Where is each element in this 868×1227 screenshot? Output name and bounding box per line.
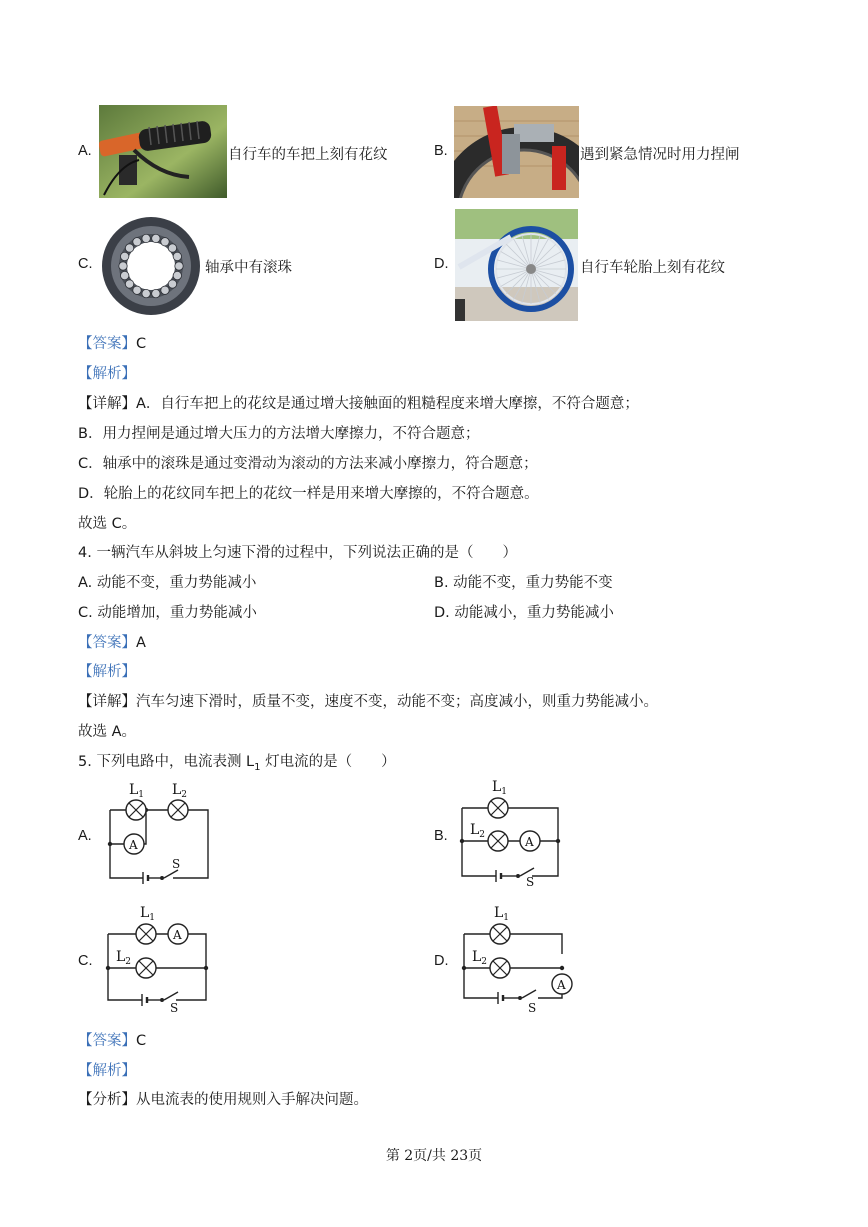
option-c-text: 轴承中有滚珠: [205, 260, 292, 276]
option-d-letter: D.: [434, 256, 449, 272]
q4-option-c: C. 动能增加，重力势能减小: [78, 605, 257, 621]
answer-tag: 【答案】: [78, 1033, 136, 1049]
bearing-ball: [125, 244, 133, 252]
q3-detail-line-2: B．用力捏闸是通过增大压力的方法增大摩擦力，不符合题意；: [78, 426, 480, 442]
ammeter-label: A: [129, 838, 138, 852]
detail-tag: 【详解】: [78, 694, 136, 710]
analysis-tag: 【解析】: [78, 366, 136, 382]
bearing-ball: [168, 244, 176, 252]
q3-answer-line: [78, 332, 146, 353]
bearing-ball: [142, 289, 150, 297]
bearing-ball: [119, 262, 127, 270]
stem-text: 5. 下列电路中，电流表测 L: [78, 754, 255, 770]
lamp2-label: $L_2$: [470, 822, 486, 840]
bearing-ball: [173, 252, 181, 260]
q4-answer-line: [78, 631, 146, 652]
bearing-ball: [161, 238, 169, 246]
bearing-ball: [152, 234, 160, 242]
answer-value: A: [136, 635, 146, 651]
analysis-tag: 【解析】: [78, 664, 136, 680]
lamp1-label: $L_1$: [494, 905, 510, 923]
analysis2-text: 从电流表的使用规则入手解决问题。: [136, 1092, 368, 1108]
q3-conclusion: 故选 C。: [78, 516, 137, 532]
bicycle-brake-photo: [454, 106, 579, 198]
q4-option-d: D. 动能减小，重力势能减小: [434, 605, 614, 621]
bicycle-wheel-photo: [455, 209, 578, 321]
circuit-a-letter: A.: [78, 828, 92, 844]
q4-conclusion: 故选 A。: [78, 724, 137, 740]
stem-text-end: 灯电流的是（ ）: [260, 754, 396, 770]
circuit-a-diagram: [98, 776, 218, 886]
answer-value: C: [136, 336, 147, 352]
bearing-ball: [173, 271, 181, 279]
page-footer: 第 2页/共 23页: [385, 1148, 483, 1164]
bearing-ball: [168, 280, 176, 288]
option-a-letter: A.: [78, 143, 92, 159]
circuit-c-letter: C.: [78, 953, 93, 969]
bearing-ball: [120, 271, 128, 279]
answer-tag: 【答案】: [78, 336, 136, 352]
lamp2-label: $L_2$: [172, 782, 188, 800]
ball-bearing-photo: [101, 216, 201, 316]
lamp1-label: $L_1$: [140, 905, 156, 923]
q5-answer-line: [78, 1029, 146, 1050]
circuit-b-diagram: [454, 776, 574, 888]
ammeter-label: A: [525, 835, 534, 849]
option-d-text: 自行车轮胎上刻有花纹: [580, 260, 725, 276]
lamp1-label: $L_1$: [492, 779, 508, 797]
lamp2-label: $L_2$: [472, 949, 488, 967]
bearing-ball: [175, 262, 183, 270]
q5-analysis-line: [78, 1088, 368, 1109]
bearing-ball: [152, 289, 160, 297]
bearing-ball: [142, 234, 150, 242]
bearing-ball: [125, 280, 133, 288]
option-c-letter: C.: [78, 256, 93, 272]
switch-label: S: [526, 875, 535, 888]
ammeter-label: A: [173, 928, 182, 942]
circuit-d-letter: D.: [434, 953, 449, 969]
answer-tag: 【答案】: [78, 635, 136, 651]
bicycle-handlebar-photo: [99, 105, 227, 198]
circuit-d-diagram: [454, 902, 578, 1014]
q4-stem: 4. 一辆汽车从斜坡上匀速下滑的过程中，下列说法正确的是（ ）: [78, 545, 517, 561]
q4-option-b: B. 动能不变，重力势能不变: [434, 575, 613, 591]
bearing-ball: [133, 286, 141, 294]
switch-label: S: [170, 1001, 179, 1014]
bearing-ball: [161, 286, 169, 294]
switch-label: S: [528, 1001, 537, 1014]
q4-detail-line: [78, 690, 658, 711]
q5-stem: [78, 750, 396, 773]
detail-text: 汽车匀速下滑时，质量不变，速度不变，动能不变；高度减小，则重力势能减小。: [136, 694, 658, 710]
switch-label: S: [172, 857, 181, 871]
answer-value: C: [136, 1033, 147, 1049]
bearing-ball: [120, 252, 128, 260]
stem-subscript: 1: [254, 761, 261, 773]
detail-text: A．自行车把上的花纹是通过增大接触面的粗糙程度来增大摩擦，不符合题意；: [136, 396, 639, 412]
option-a-text: 自行车的车把上刻有花纹: [228, 147, 388, 163]
analysis2-tag: 【分析】: [78, 1092, 136, 1108]
q3-detail-line-3: C．轴承中的滚珠是通过变滑动为滚动的方法来减小摩擦力，符合题意；: [78, 456, 538, 472]
q3-detail-line-1: [78, 392, 639, 413]
q3-detail-line-4: D．轮胎上的花纹同车把上的花纹一样是用来增大摩擦的，不符合题意。: [78, 486, 539, 502]
detail-tag: 【详解】: [78, 396, 136, 412]
circuit-c-diagram: [98, 902, 218, 1014]
option-b-letter: B.: [434, 143, 448, 159]
circuit-b-letter: B.: [434, 828, 448, 844]
ammeter-label: A: [557, 978, 566, 992]
q4-option-a: A. 动能不变，重力势能减小: [78, 575, 257, 591]
lamp1-label: $L_1$: [129, 782, 145, 800]
lamp2-label: $L_2$: [116, 949, 132, 967]
bearing-ball: [133, 238, 141, 246]
option-b-text: 遇到紧急情况时用力捏闸: [580, 147, 740, 163]
analysis-tag: 【解析】: [78, 1063, 136, 1079]
